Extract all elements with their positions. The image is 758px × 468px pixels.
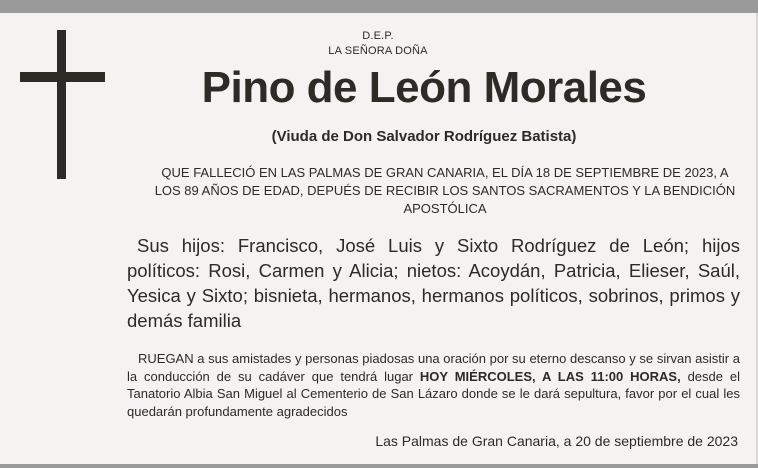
place-date: Las Palmas de Gran Canaria, a 20 de septiembre de 2023 <box>375 433 738 449</box>
family-list: Sus hijos: Francisco, José Luis y Sixto Rodríguez de León; hijos políticos: Rosi, Carmen y Alicia; nietos: Acoydán, Patricia, Elieser, Saúl, Yesica y Sixto; bisnieta, hermanos, hermanos políticos, sobrinos, primos y demás familia <box>127 235 740 331</box>
honorific-title: LA SEÑORA DOÑA <box>328 45 428 57</box>
widow-of-line: (Viuda de Don Salvador Rodríguez Batista) <box>271 128 577 145</box>
dep-heading: D.E.P. <box>362 30 394 42</box>
death-announcement: QUE FALLECIÓ EN LAS PALMAS DE GRAN CANARIA, EL DÍA 18 DE SEPTIEMBRE DE 2023, A LOS 89 AÑOS DE EDAD, DEPUÉS DE RECIBIR LOS SANTOS SACRAMENTOS Y LA BENDICIÓN APOSTÓLICA <box>154 165 736 216</box>
deceased-name: Pino de León Morales <box>201 63 647 112</box>
prayer-request <box>127 350 740 420</box>
obituary-notice <box>0 13 758 464</box>
funeral-time: HOY MIÉRCOLES, A LAS 11:00 HORAS, <box>419 368 681 384</box>
prayer-rest: desde el Tanatorio Albia San Miguel al Cementerio de San Lázaro donde se le dará sepultura, favor por el cual les quedarán profundamente agradecidos <box>127 368 741 419</box>
prayer-intro: RUEGAN a sus amistades y personas piadosas una oración por su eterno descanso y se sirvan asistir a la conducción de su cadáver que tendrá lugar <box>127 351 740 384</box>
